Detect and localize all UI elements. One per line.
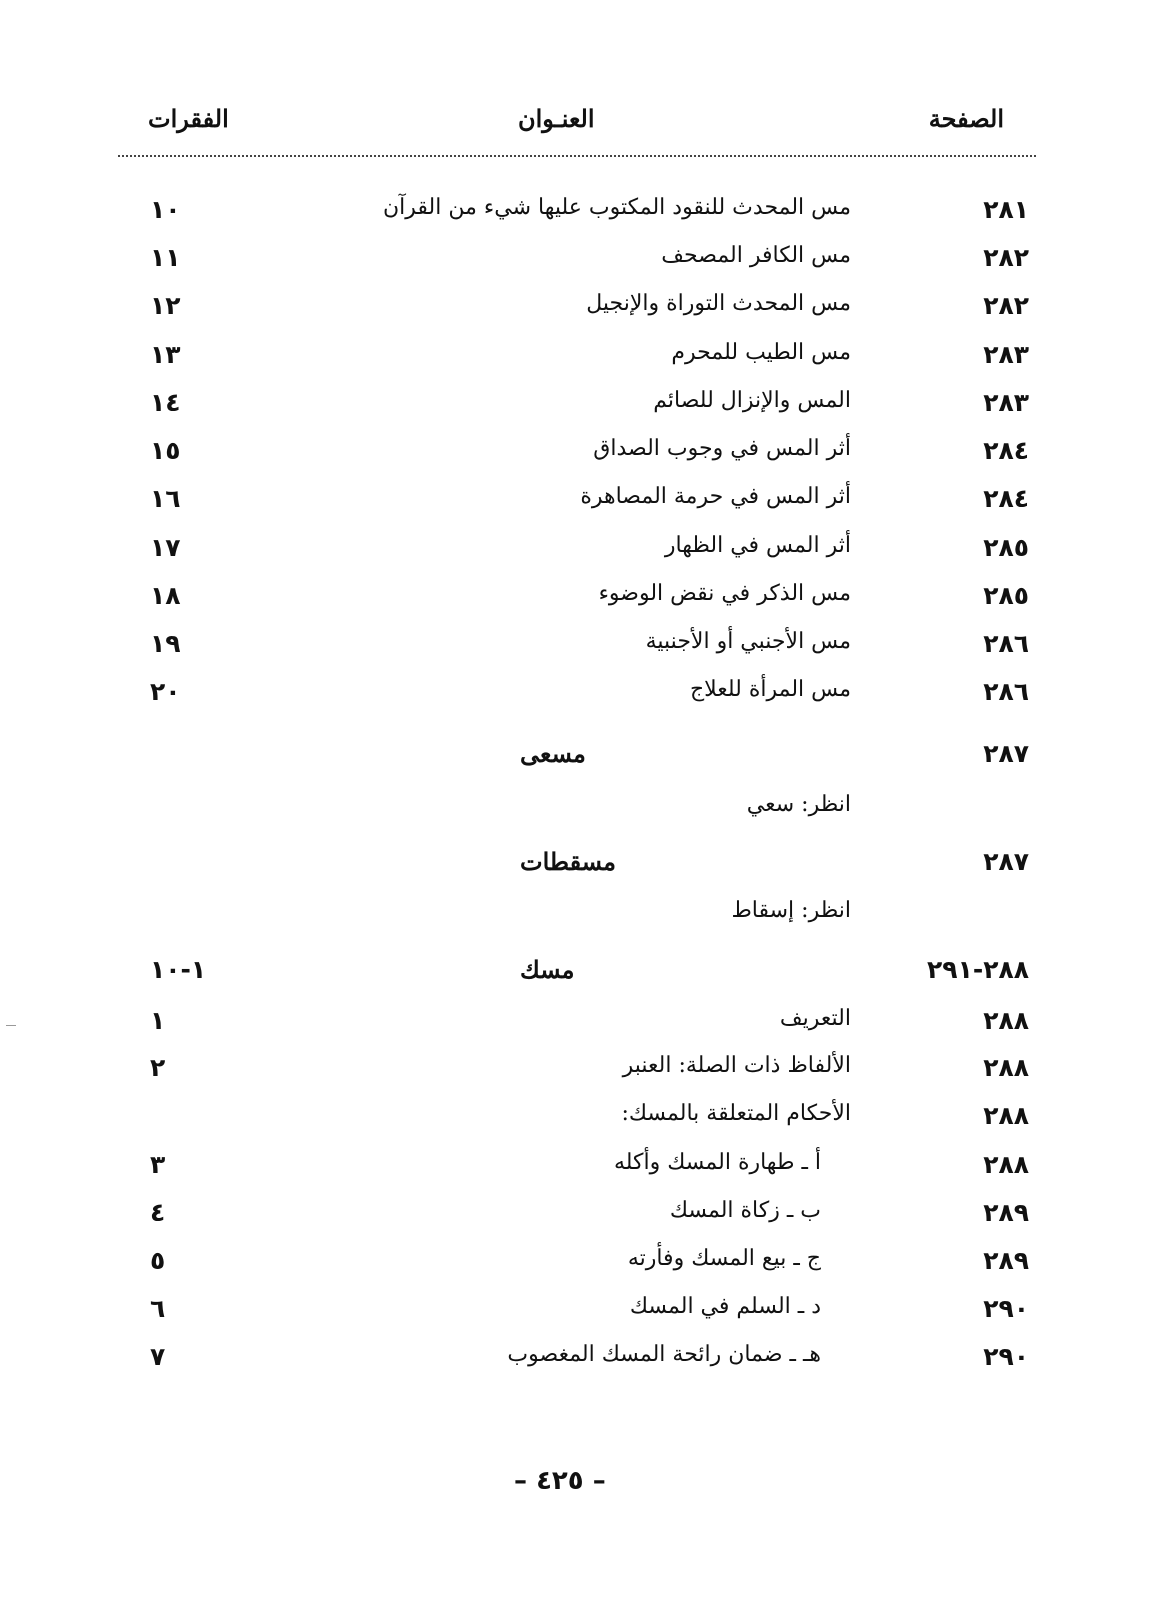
row-paragraph: ١١ bbox=[150, 243, 181, 272]
row-title: مس المحدث التوراة والإنجيل bbox=[586, 291, 851, 316]
row-paragraph: ٢٠ bbox=[150, 677, 181, 706]
index-row bbox=[0, 195, 1159, 235]
row-title: أثر المس في وجوب الصداق bbox=[593, 436, 851, 461]
index-row bbox=[0, 1053, 1159, 1093]
row-title: المس والإنزال للصائم bbox=[653, 388, 851, 413]
row-page: ٢٨٢ bbox=[983, 243, 1029, 272]
index-row bbox=[0, 898, 1159, 938]
index-row bbox=[0, 340, 1159, 380]
index-row bbox=[0, 1294, 1159, 1334]
row-title: أثر المس في الظهار bbox=[664, 533, 851, 558]
index-row bbox=[0, 739, 1159, 779]
row-paragraph: ١٠ bbox=[150, 195, 181, 224]
row-paragraph: ١-١٠ bbox=[150, 955, 207, 984]
row-title: مس الذكر في نقض الوضوء bbox=[598, 581, 851, 606]
row-page: ٢٨٩ bbox=[983, 1198, 1029, 1227]
row-title: أ ـ طهارة المسك وأكله bbox=[613, 1150, 821, 1175]
index-row bbox=[0, 388, 1159, 428]
row-page: ٢٨٧ bbox=[983, 739, 1029, 768]
row-title: انظر: سعي bbox=[746, 792, 851, 817]
row-page: ٢٨٨ bbox=[983, 1150, 1029, 1179]
row-title: د ـ السلم في المسك bbox=[629, 1294, 821, 1319]
row-paragraph: ٢ bbox=[150, 1053, 166, 1082]
index-row bbox=[0, 792, 1159, 832]
row-title: الألفاظ ذات الصلة: العنبر bbox=[622, 1053, 851, 1078]
row-title: هـ ـ ضمان رائحة المسك المغصوب bbox=[507, 1342, 821, 1367]
index-row bbox=[0, 484, 1159, 524]
row-title: ج ـ بيع المسك وفأرته bbox=[627, 1246, 821, 1271]
row-page: ٢٨٣ bbox=[983, 340, 1029, 369]
index-row bbox=[0, 847, 1159, 887]
row-page: ٢٨٨ bbox=[983, 1053, 1029, 1082]
header-paragraphs-column: الفقرات bbox=[148, 104, 229, 133]
index-row bbox=[0, 677, 1159, 717]
row-page: ٢٩٠ bbox=[983, 1342, 1029, 1371]
row-title: أثر المس في حرمة المصاهرة bbox=[580, 484, 851, 509]
row-paragraph: ١٧ bbox=[150, 533, 181, 562]
row-paragraph: ٥ bbox=[150, 1246, 166, 1275]
index-row bbox=[0, 1150, 1159, 1190]
row-page: ٢٨٨-٢٩١ bbox=[927, 955, 1029, 984]
row-page: ٢٩٠ bbox=[983, 1294, 1029, 1323]
header-title-column: العنـوان bbox=[518, 104, 595, 133]
index-row bbox=[0, 1246, 1159, 1286]
row-page: ٢٨٢ bbox=[983, 291, 1029, 320]
row-title: مس الطيب للمحرم bbox=[671, 340, 851, 365]
row-page: ٢٨٦ bbox=[983, 677, 1029, 706]
row-page: ٢٨٧ bbox=[983, 847, 1029, 876]
index-row bbox=[0, 1101, 1159, 1141]
row-title: مس المرأة للعلاج bbox=[689, 677, 851, 702]
row-paragraph: ١٤ bbox=[150, 388, 181, 417]
row-page: ٢٨٨ bbox=[983, 1101, 1029, 1130]
header-page-column: الصفحة bbox=[928, 104, 1004, 133]
row-paragraph: ١ bbox=[150, 1006, 166, 1035]
index-row bbox=[0, 1342, 1159, 1382]
row-page: ٢٨١ bbox=[983, 195, 1029, 224]
row-paragraph: ٤ bbox=[150, 1198, 166, 1227]
index-row bbox=[0, 955, 1159, 995]
row-title: مس الأجنبي أو الأجنبية bbox=[645, 629, 851, 654]
row-paragraph: ١٥ bbox=[150, 436, 181, 465]
row-title: مس المحدث للنقود المكتوب عليها شيء من القرآن bbox=[383, 195, 851, 220]
index-row bbox=[0, 436, 1159, 476]
row-page: ٢٨٦ bbox=[983, 629, 1029, 658]
row-paragraph: ٦ bbox=[150, 1294, 166, 1323]
margin-mark bbox=[6, 1025, 16, 1026]
row-title: ب ـ زكاة المسك bbox=[669, 1198, 821, 1223]
row-page: ٢٨٤ bbox=[983, 484, 1029, 513]
row-page: ٢٨٥ bbox=[983, 581, 1029, 610]
row-paragraph: ١٦ bbox=[150, 484, 181, 513]
row-paragraph: ١٢ bbox=[150, 291, 181, 320]
row-title: التعريف bbox=[779, 1006, 851, 1031]
row-page: ٢٨٨ bbox=[983, 1006, 1029, 1035]
row-page: ٢٨٩ bbox=[983, 1246, 1029, 1275]
row-paragraph: ١٨ bbox=[150, 581, 181, 610]
index-row bbox=[0, 1006, 1159, 1046]
row-page: ٢٨٥ bbox=[983, 533, 1029, 562]
row-heading: مسعى bbox=[520, 739, 586, 768]
row-heading: مسقطات bbox=[520, 847, 616, 876]
row-paragraph: ١٩ bbox=[150, 629, 181, 658]
index-row bbox=[0, 1198, 1159, 1238]
page-number: – ٤٢٥ – bbox=[514, 1466, 606, 1496]
index-row bbox=[0, 629, 1159, 669]
row-title: الأحكام المتعلقة بالمسك: bbox=[621, 1101, 851, 1126]
row-heading: مسك bbox=[520, 955, 575, 984]
row-paragraph: ١٣ bbox=[150, 340, 181, 369]
row-page: ٢٨٤ bbox=[983, 436, 1029, 465]
index-row bbox=[0, 243, 1159, 283]
index-row bbox=[0, 291, 1159, 331]
row-title: انظر: إسقاط bbox=[731, 898, 851, 923]
dotted-divider bbox=[118, 155, 1036, 157]
row-page: ٢٨٣ bbox=[983, 388, 1029, 417]
row-paragraph: ٧ bbox=[150, 1342, 166, 1371]
index-row bbox=[0, 533, 1159, 573]
row-paragraph: ٣ bbox=[150, 1150, 166, 1179]
row-title: مس الكافر المصحف bbox=[661, 243, 851, 268]
index-row bbox=[0, 581, 1159, 621]
